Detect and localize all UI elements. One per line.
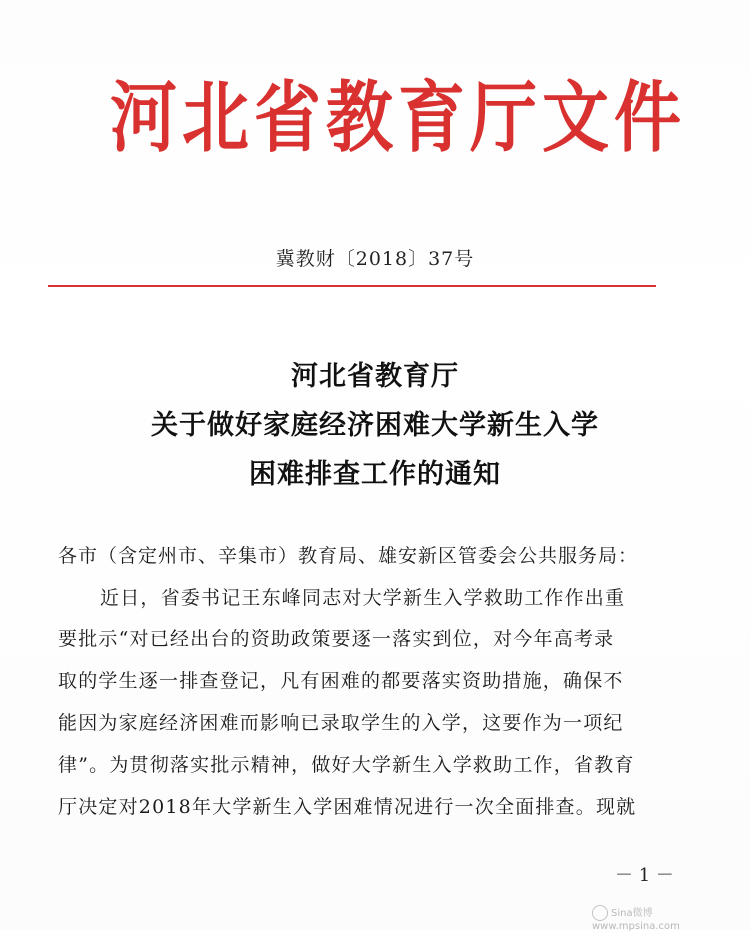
body-line: 取的学生逐一排查登记，凡有困难的都要落实资助措施，确保不 (58, 670, 624, 692)
watermark (592, 905, 748, 932)
page-number: － 1 － (615, 865, 674, 886)
title-line-1: 河北省教育厅 (291, 361, 459, 392)
watermark-text-1: Sina微博 (611, 908, 653, 919)
title-line-2: 关于做好家庭经济困难大学新生入学 (151, 410, 599, 441)
body-line: 律”。为贯彻落实批示精神，做好大学新生入学救助工作，省教育 (58, 754, 635, 776)
watermark-text-2: www.mpsina.com (592, 921, 680, 932)
body-line: 要批示“对已经出台的资助政策要逐一落实到位，对今年高考录 (58, 628, 615, 650)
red-divider-line (48, 285, 656, 287)
title-line-3: 困难排查工作的通知 (249, 459, 501, 490)
body-line: 近日，省委书记王东峰同志对大学新生入学救助工作作出重 (100, 587, 626, 609)
watermark-logo-icon (592, 905, 608, 921)
salutation: 各市（含定州市、辛集市）教育局、雄安新区管委会公共服务局： (58, 545, 639, 567)
document-masthead: 河北省教育厅文件 (110, 73, 686, 164)
document-number: 冀教财〔2018〕37号 (275, 248, 475, 270)
body-line: 能因为家庭经济困难而影响已录取学生的入学，这要作为一项纪 (58, 712, 624, 734)
body-line: 厅决定对2018年大学新生入学困难情况进行一次全面排查。现就 (58, 796, 637, 818)
